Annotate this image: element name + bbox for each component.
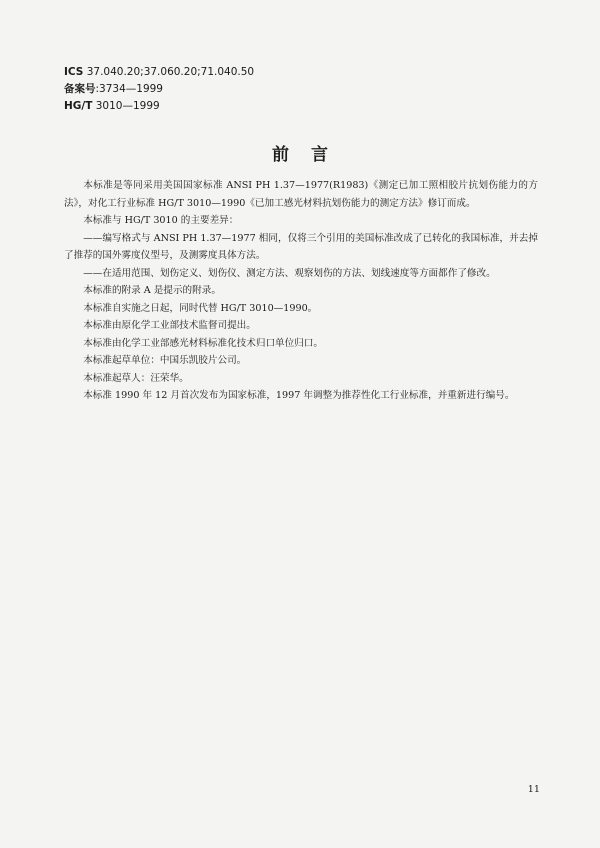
standard-number: 3010—1999 <box>95 100 160 112</box>
paragraph-difference-scope: ——在适用范围、划伤定义、划伤仪、测定方法、观察划伤的方法、划线速度等方面都作了修改。 <box>83 267 496 279</box>
paragraph-appendix: 本标准的附录 A 是提示的附录。 <box>83 285 221 296</box>
standard-number-label: HG/T <box>64 100 93 112</box>
ics-code: 37.040.20;37.060.20;71.040.50 <box>86 66 255 78</box>
paragraph-centralized-by: 本标准由化学工业部感光材料标准化技术归口单位归口。 <box>83 337 324 349</box>
page-number: 11 <box>527 784 540 795</box>
standard-number-line <box>64 98 254 115</box>
record-number: :3734—1999 <box>95 83 163 95</box>
paragraph-proposed-by: 本标准由原化学工业部技术监督司提出。 <box>83 320 256 331</box>
paragraph-differences-intro: 本标准与 HG/T 3010 的主要差异： <box>83 215 239 226</box>
paragraph-drafter: 本标准起草人：汪荣华。 <box>83 372 189 384</box>
paragraph-history: 本标准 1990 年 12 月首次发布为国家标准，1997 年调整为推荐性化工行业标准，并重新进行编号。 <box>83 390 515 401</box>
paragraph-difference-format: ——编写格式与 ANSI PH 1.37—1977 相同，仅将三个引用的美国标准改成了已转化的我国标准，并去掉了推荐的国外雾度仪型号，及测雾度具体方法。 <box>64 232 538 261</box>
paragraph-adoption: 本标准是等同采用美国国家标准 ANSI PH 1.37—1977(R1983)《测定已加工照相胶片抗划伤能力的方法》，对化工行业标准 HG/T 3010—1990《已加工感光材料抗划伤能力的测定方法》修订而成。 <box>64 180 538 209</box>
standard-metadata <box>64 64 254 115</box>
record-number-line <box>64 81 254 98</box>
preface-heading: 前言 <box>272 145 350 165</box>
paragraph-supersedes: 本标准自实施之日起，同时代替 HG/T 3010—1990。 <box>83 302 318 314</box>
record-number-label: 备案号 <box>64 83 96 95</box>
paragraph-drafting-unit: 本标准起草单位：中国乐凯胶片公司。 <box>83 355 247 366</box>
ics-label: ICS <box>64 66 84 78</box>
ics-code-line <box>64 64 254 81</box>
preface-body <box>64 177 538 405</box>
